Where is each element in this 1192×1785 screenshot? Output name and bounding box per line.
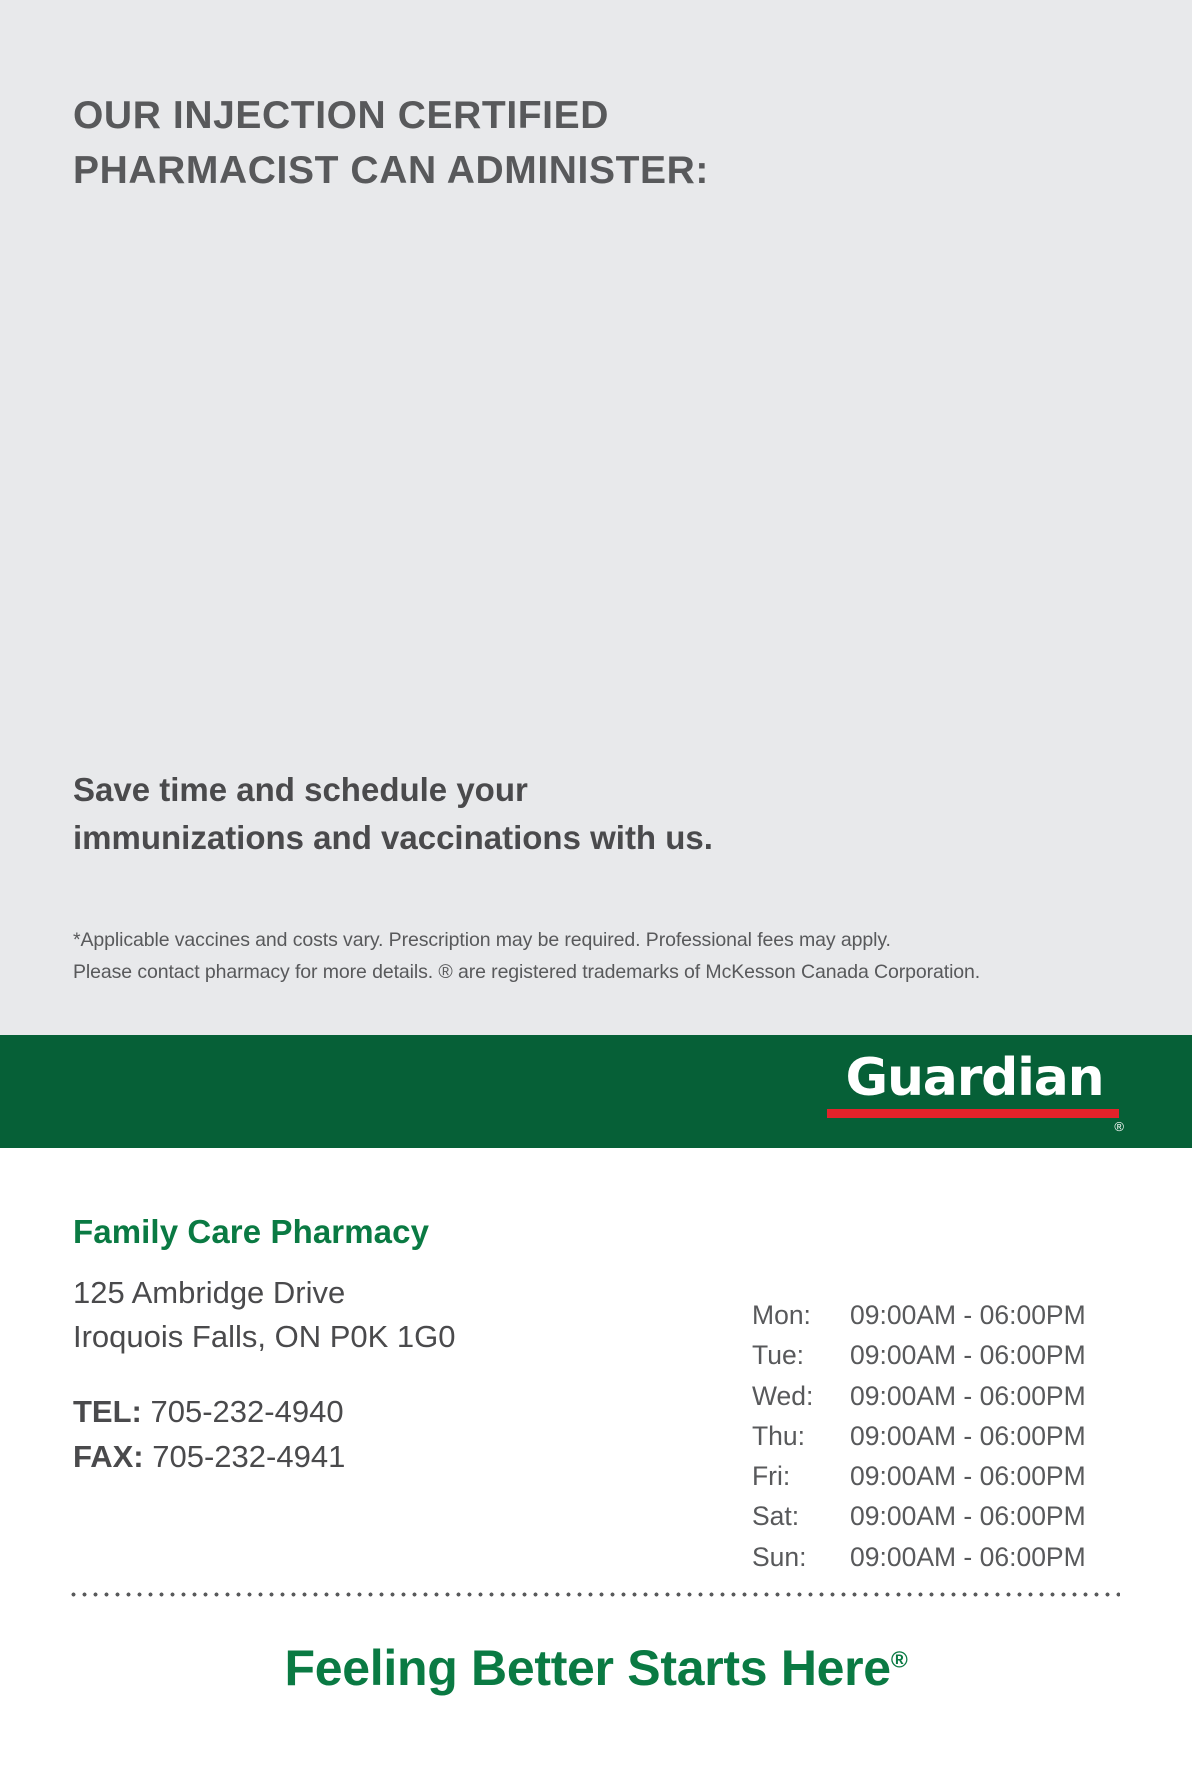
brand-band xyxy=(0,1035,1192,1148)
hours-row xyxy=(752,1537,1086,1577)
fax-row xyxy=(73,1435,345,1480)
page-title xyxy=(73,88,973,199)
hours-row xyxy=(752,1295,1086,1335)
tagline xyxy=(0,1639,1192,1697)
telephone-label: TEL: xyxy=(73,1394,142,1429)
store-address-line-1: 125 Ambridge Drive xyxy=(73,1275,346,1310)
hours-row xyxy=(752,1456,1086,1496)
store-contact xyxy=(73,1390,345,1479)
page-title-line-1: OUR INJECTION CERTIFIED xyxy=(73,94,609,137)
promo-text-line-1: Save time and schedule your xyxy=(73,771,528,808)
hours-row xyxy=(752,1416,1086,1456)
hours-time: 09:00AM - 06:00PM xyxy=(850,1380,1086,1411)
telephone-value: 705-232-4940 xyxy=(150,1394,344,1429)
hours-time: 09:00AM - 06:00PM xyxy=(850,1501,1086,1532)
hours-day: Mon: xyxy=(752,1300,811,1330)
disclaimer-text xyxy=(73,925,1133,988)
hours-row xyxy=(752,1496,1086,1536)
store-address-line-2: Iroquois Falls, ON P0K 1G0 xyxy=(73,1319,456,1355)
hours-time: 09:00AM - 06:00PM xyxy=(850,1461,1086,1492)
hours-day: Sat: xyxy=(752,1501,800,1532)
brand-registered-mark: ® xyxy=(1114,1118,1124,1134)
hours-row xyxy=(752,1376,1086,1416)
promo-text-line-2: immunizations and vaccinations with us. xyxy=(73,819,713,857)
disclaimer-line-2: Please contact pharmacy for more details. ® are registered trademarks of McKesson Canada Corporation. xyxy=(73,960,981,983)
hours-time: 09:00AM - 06:00PM xyxy=(850,1340,1086,1371)
page-title-line-2: PHARMACIST CAN ADMINISTER: xyxy=(73,149,709,193)
fax-value: 705-232-4941 xyxy=(152,1438,346,1474)
tagline-registered-mark: ® xyxy=(890,1646,908,1673)
promo-text xyxy=(73,766,953,862)
tagline-text: Feeling Better Starts Here xyxy=(284,1640,891,1696)
hours-day: Wed: xyxy=(752,1380,814,1411)
store-name: Family Care Pharmacy xyxy=(73,1213,430,1250)
guardian-logo xyxy=(827,1048,1124,1134)
hours-time: 09:00AM - 06:00PM xyxy=(850,1300,1086,1330)
brand-underline-rule xyxy=(827,1109,1119,1118)
hours-day: Sun: xyxy=(752,1541,807,1572)
hours-day: Fri: xyxy=(752,1461,791,1492)
hours-day: Thu: xyxy=(752,1420,806,1451)
disclaimer-line-1: *Applicable vaccines and costs vary. Prescription may be required. Professional fees may apply. xyxy=(73,929,891,951)
fax-label: FAX: xyxy=(73,1438,144,1474)
hours-row xyxy=(752,1335,1086,1375)
brand-name: Guardian xyxy=(845,1048,1104,1108)
store-address xyxy=(73,1271,456,1359)
hours-time: 09:00AM - 06:00PM xyxy=(850,1420,1086,1451)
store-hours xyxy=(752,1295,1086,1577)
hours-time: 09:00AM - 06:00PM xyxy=(850,1541,1086,1572)
hours-day: Tue: xyxy=(752,1340,805,1371)
telephone-row xyxy=(73,1390,345,1435)
dotted-divider xyxy=(68,1592,1120,1597)
